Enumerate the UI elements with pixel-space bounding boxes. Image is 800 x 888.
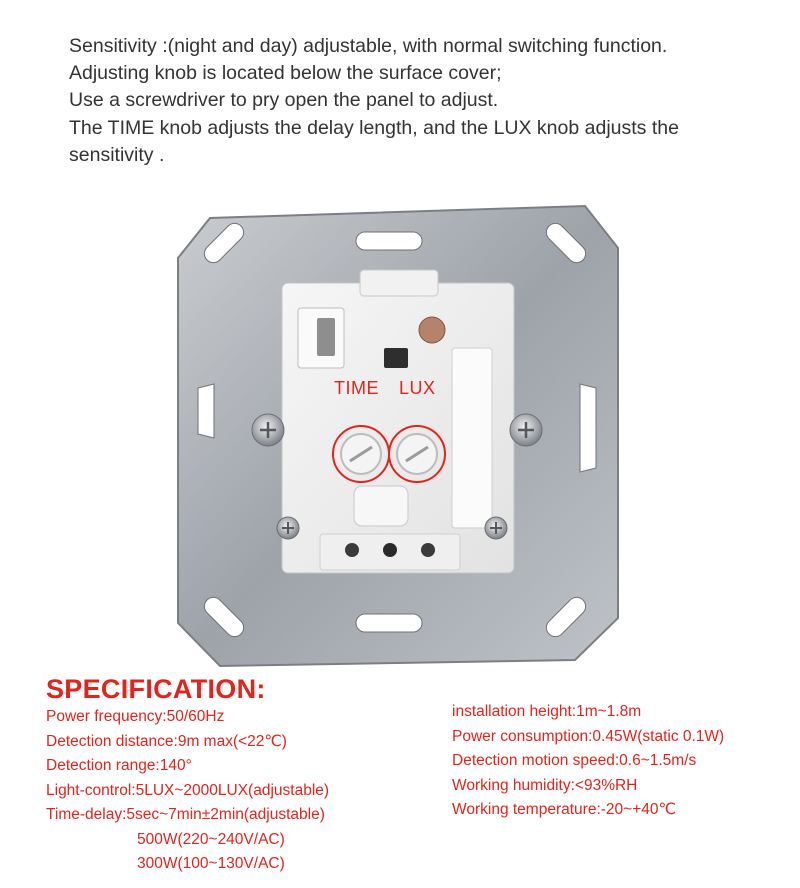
plate-slot bbox=[356, 232, 422, 250]
spec-right-column bbox=[452, 700, 724, 823]
intro-line: sensitivity . bbox=[69, 143, 165, 166]
terminal-hole bbox=[345, 543, 359, 557]
terminal-hole bbox=[421, 543, 435, 557]
fuse-strip bbox=[452, 348, 492, 528]
time-knob bbox=[333, 426, 389, 482]
intro-line: Use a screwdriver to pry open the panel to adjust. bbox=[69, 89, 499, 112]
spec-left-column bbox=[46, 705, 329, 877]
spec-title: SPECIFICATION: bbox=[46, 674, 266, 704]
slide-switch-knob bbox=[317, 318, 335, 356]
spec-item: Power frequency:50/60Hz bbox=[46, 708, 225, 725]
intro-line: Sensitivity :(night and day) adjustable, with normal switching function. bbox=[69, 35, 668, 57]
intro-text bbox=[69, 33, 779, 169]
screw-right bbox=[510, 414, 542, 446]
spec-item: Light-control:5LUX~2000LUX(adjustable) bbox=[46, 781, 330, 799]
screw-lower-right bbox=[485, 517, 507, 539]
spec-item: installation height:1m~1.8m bbox=[452, 703, 642, 720]
terminal-hole bbox=[383, 543, 397, 557]
plate-slot bbox=[356, 614, 422, 632]
spec-item: 500W(220~240V/AC) bbox=[137, 830, 285, 848]
lux-knob bbox=[389, 426, 445, 482]
lux-knob-label: LUX bbox=[399, 378, 436, 398]
spec-item: Detection distance:9m max(<22℃) bbox=[46, 732, 287, 750]
screw-lower-left bbox=[277, 517, 299, 539]
sensor-product-photo bbox=[170, 198, 625, 668]
spec-item: 300W(100~130V/AC) bbox=[137, 855, 285, 872]
intro-line: The TIME knob adjusts the delay length, and the LUX knob adjusts the bbox=[69, 116, 679, 139]
spec-item: Detection motion speed:0.6~1.5m/s bbox=[452, 752, 697, 769]
spec-item: Working temperature:-20~+40℃ bbox=[452, 801, 676, 818]
spec-item: Time-delay:5sec~7min±2min(adjustable) bbox=[46, 806, 325, 823]
light-sensor bbox=[419, 317, 445, 343]
latch bbox=[354, 486, 408, 526]
pir-sensor bbox=[384, 348, 408, 368]
intro-line: Adjusting knob is located below the surface cover; bbox=[69, 62, 502, 85]
spec-item: Detection range:140° bbox=[46, 757, 192, 774]
sensor-illustration bbox=[170, 198, 625, 668]
plate-slot bbox=[580, 384, 596, 472]
screw-left bbox=[252, 414, 284, 446]
time-knob-label: TIME bbox=[334, 378, 379, 398]
spec-item: Working humidity:<93%RH bbox=[452, 776, 638, 794]
plate-slot bbox=[198, 384, 214, 438]
insert-top-tab bbox=[360, 270, 438, 296]
spec-item: Power consumption:0.45W(static 0.1W) bbox=[452, 727, 725, 745]
